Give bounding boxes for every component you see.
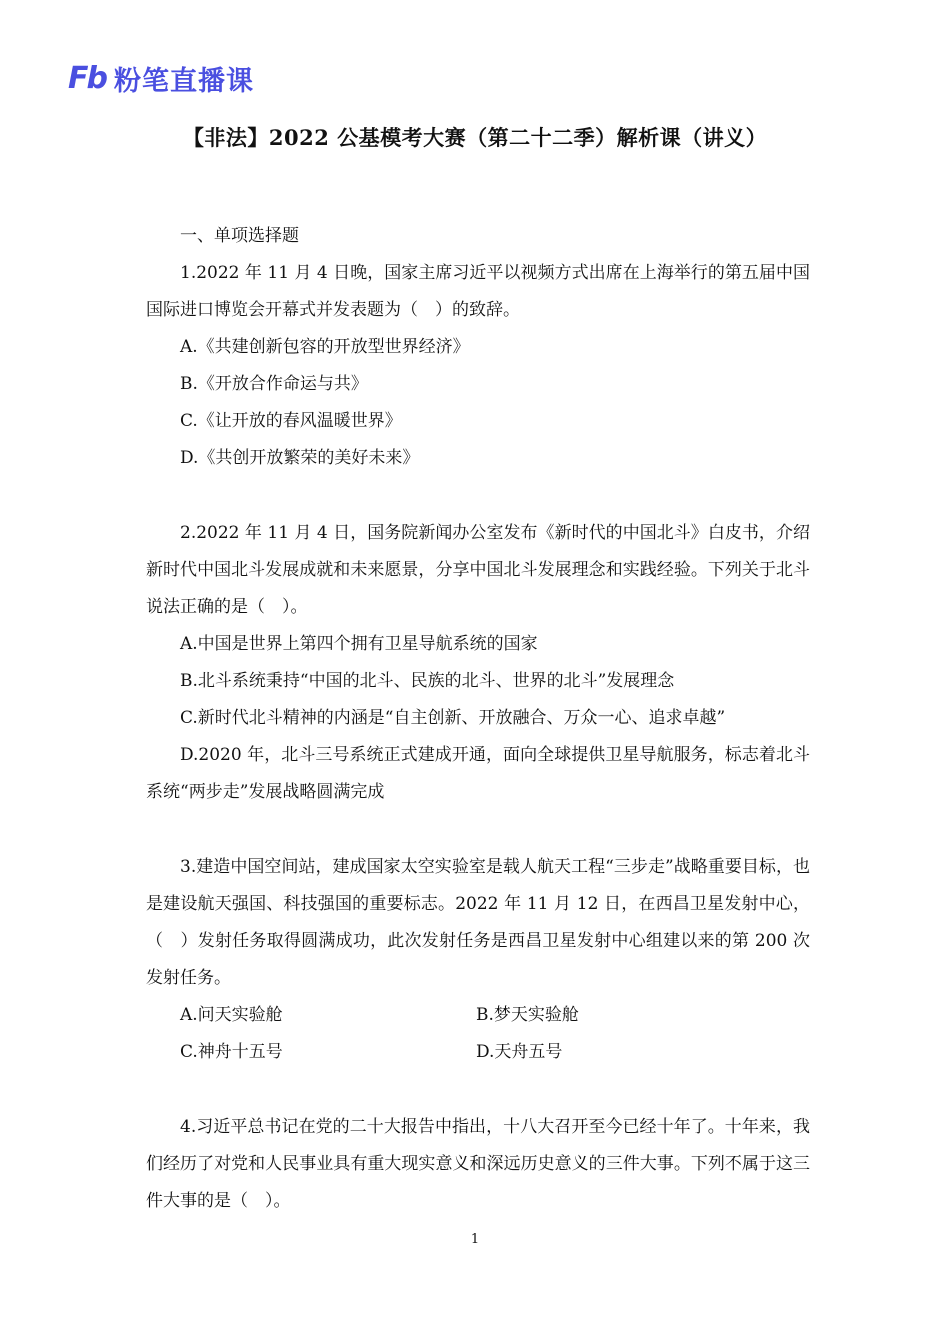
spacer [146, 1071, 810, 1109]
question-1-option-c: C.《让开放的春风温暖世界》 [180, 411, 402, 431]
brand-logo [68, 58, 254, 98]
logo-mark: Fb [68, 60, 106, 96]
section-heading: 一、单项选择题 [180, 226, 299, 246]
document-title: 【非法】2022 公基模考大赛（第二十二季）解析课（讲义） [182, 125, 768, 150]
question-1-option-a: A.《共建创新包容的开放型世界经济》 [180, 337, 470, 357]
document-body [146, 218, 810, 1220]
question-1-option-d: D.《共创开放繁荣的美好未来》 [180, 448, 420, 468]
question-4-stem: 4.习近平总书记在党的二十大报告中指出，十八大召开至今已经十年了。十年来，我们经历了对党和人民事业具有重大现实意义和深远历史意义的三件大事。下列不属于这三件大事的是（ ）。 [146, 1117, 810, 1211]
question-2-option-b: B.北斗系统秉持“中国的北斗、民族的北斗、世界的北斗”发展理念 [180, 671, 675, 691]
question-2-stem: 2.2022 年 11 月 4 日，国务院新闻办公室发布《新时代的中国北斗》白皮书，介绍新时代中国北斗发展成就和未来愿景，分享中国北斗发展理念和实践经验。下列关于北斗说法正确的是（ ）。 [146, 523, 810, 617]
question-1-option-b: B.《开放合作命运与共》 [180, 374, 368, 394]
question-2-option-c: C.新时代北斗精神的内涵是“自主创新、开放融合、万众一心、追求卓越” [180, 708, 726, 728]
question-3-option-b: B.梦天实验舱 [476, 1005, 579, 1025]
question-3-option-d: D.天舟五号 [476, 1042, 563, 1062]
question-3-options-row-2 [146, 1034, 810, 1071]
question-2-option-a: A.中国是世界上第四个拥有卫星导航系统的国家 [180, 634, 538, 654]
question-2-option-d: D.2020 年，北斗三号系统正式建成开通，面向全球提供卫星导航服务，标志着北斗系统“两步走”发展战略圆满完成 [146, 745, 810, 802]
spacer [146, 811, 810, 849]
page-number: 1 [470, 1232, 480, 1247]
question-3-option-c: C.神舟十五号 [180, 1042, 283, 1062]
question-1-stem: 1.2022 年 11 月 4 日晚，国家主席习近平以视频方式出席在上海举行的第五届中国国际进口博览会开幕式并发表题为（ ）的致辞。 [146, 263, 810, 320]
question-3-stem: 3.建造中国空间站，建成国家太空实验室是载人航天工程“三步走”战略重要目标，也是建设航天强国、科技强国的重要标志。2022 年 11 月 12 日，在西昌卫星发射中心，（ ）发射任务取得圆满成功，此次发射任务是西昌卫星发射中心组建以来的第 200 次发射任务。 [146, 857, 810, 988]
logo-text: 粉笔直播课 [113, 65, 254, 97]
question-3-options-row-1 [146, 997, 810, 1034]
spacer [146, 477, 810, 515]
question-3-option-a: A.问天实验舱 [180, 1005, 283, 1025]
